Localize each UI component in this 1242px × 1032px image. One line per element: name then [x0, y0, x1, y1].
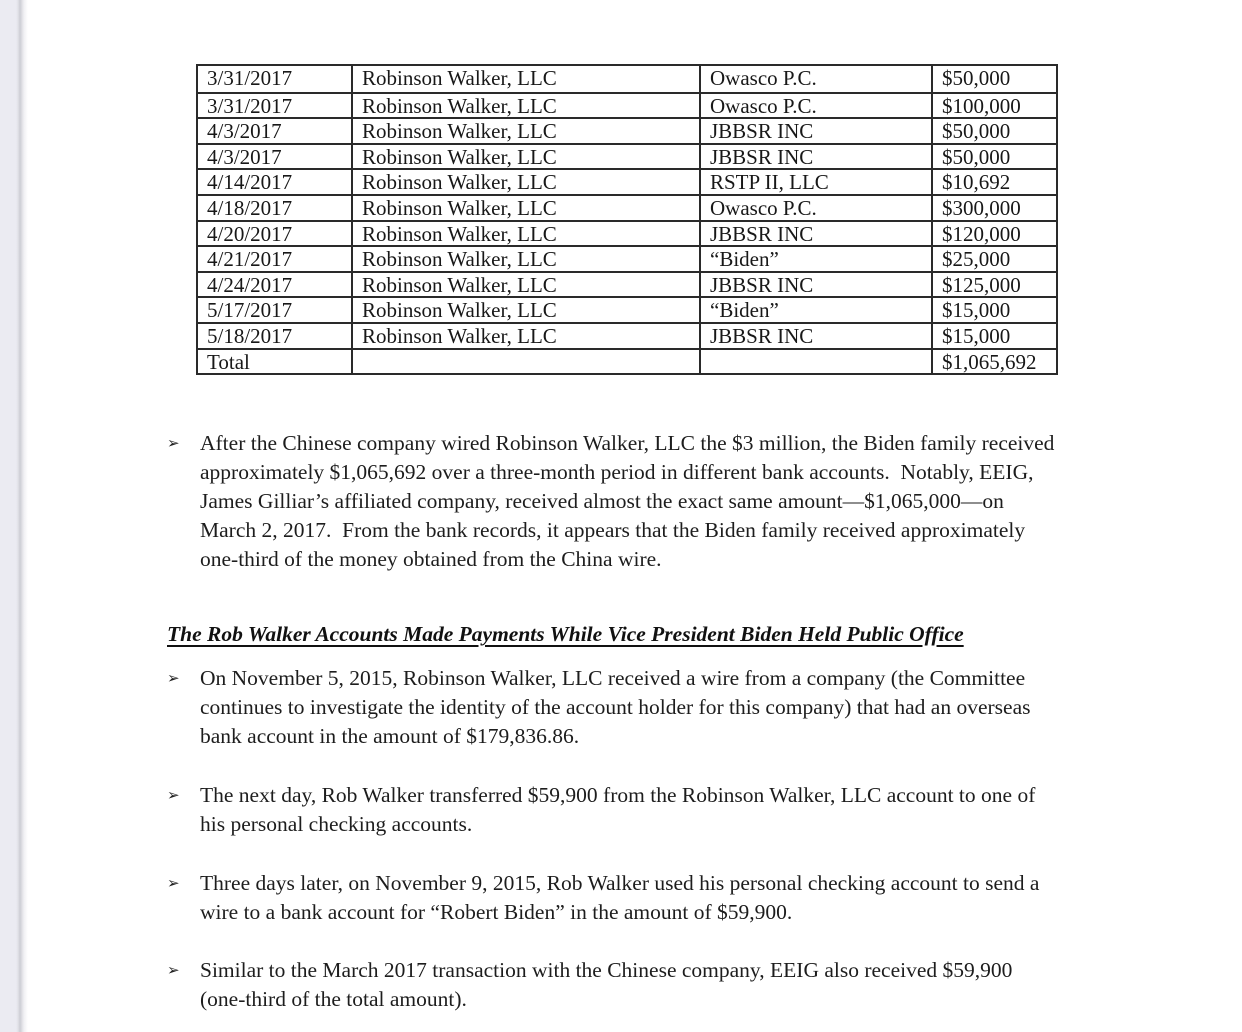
- cell-payee: “Biden”: [699, 247, 931, 271]
- table-row: [198, 194, 1056, 220]
- cell-empty: [351, 350, 699, 374]
- table-row: [198, 296, 1056, 322]
- table-row: [198, 271, 1056, 297]
- cell-payer: Robinson Walker, LLC: [351, 247, 699, 271]
- cell-date: 4/3/2017: [207, 119, 282, 143]
- cell-amount: $300,000: [931, 196, 1056, 220]
- table-row: [198, 220, 1056, 246]
- cell-payer: Robinson Walker, LLC: [351, 170, 699, 194]
- bullet-arrow-icon: ➢: [167, 669, 180, 687]
- bullet-text: Three days later, on November 9, 2015, Rob Walker used his personal checking account to send a wire to a bank account for “Robert Biden” in the amount of $59,900.: [200, 871, 1045, 924]
- cell-payer: Robinson Walker, LLC: [351, 196, 699, 220]
- bullet-item: [167, 429, 1084, 574]
- bullet-item: [167, 781, 1084, 839]
- table-row: [198, 143, 1056, 169]
- cell-date: 4/18/2017: [207, 195, 293, 220]
- bullet-arrow-icon: ➢: [167, 874, 180, 892]
- cell-amount: $25,000: [931, 247, 1056, 271]
- cell-payer: Robinson Walker, LLC: [351, 222, 699, 246]
- cell-date: 3/31/2017: [207, 66, 293, 90]
- bullet-text: The next day, Rob Walker transferred $59,900 from the Robinson Walker, LLC account to one of his personal checking accounts.: [200, 783, 1041, 836]
- table-row: [198, 168, 1056, 194]
- cell-date: 4/24/2017: [207, 272, 293, 297]
- page-edge-shadow: [0, 0, 28, 1032]
- bullet-arrow-icon: ➢: [167, 434, 180, 452]
- bullet-text: Similar to the March 2017 transaction with the Chinese company, EEIG also received $59,900 (one-third of the total amount).: [200, 958, 1018, 1011]
- bullet-item: [167, 956, 1084, 1014]
- bullet-text: On November 5, 2015, Robinson Walker, LLC received a wire from a company (the Committee continues to investigate the identity of the account holder for this company) that had an overseas bank account in the amount of $179,836.86.: [200, 666, 1036, 748]
- cell-date: 5/18/2017: [207, 323, 293, 348]
- payments-table: [196, 64, 1058, 375]
- cell-amount: $50,000: [931, 145, 1056, 169]
- cell-payer: Robinson Walker, LLC: [351, 324, 699, 348]
- bullet-arrow-icon: ➢: [167, 961, 180, 979]
- cell-payer: Robinson Walker, LLC: [351, 66, 699, 92]
- bullet-text: After the Chinese company wired Robinson Walker, LLC the $3 million, the Biden family received approximately $1,065,692 over a three-month period in different bank accounts. Notably, EEIG, James Gilliar’s affiliated company, received almost the exact same amount—$1,065,000—on March 2, 2017. From the bank records, it appears that the Biden family received approximately one-third of the money obtained from the China wire.: [200, 431, 1060, 571]
- cell-empty: [699, 350, 931, 374]
- cell-amount: $10,692: [931, 170, 1056, 194]
- table-row: [198, 92, 1056, 118]
- cell-payee: Owasco P.C.: [699, 196, 931, 220]
- cell-amount: $120,000: [931, 222, 1056, 246]
- cell-date: 4/14/2017: [207, 170, 293, 194]
- cell-payer: Robinson Walker, LLC: [351, 145, 699, 169]
- table-row: [198, 117, 1056, 143]
- bullet-item: [167, 869, 1084, 927]
- cell-payee: JBBSR INC: [699, 324, 931, 348]
- cell-date: 4/21/2017: [207, 247, 293, 271]
- cell-payer: Robinson Walker, LLC: [351, 273, 699, 297]
- cell-amount: $125,000: [931, 273, 1056, 297]
- cell-payee: JBBSR INC: [699, 222, 931, 246]
- bullet-item: [167, 664, 1084, 751]
- table-row: [198, 245, 1056, 271]
- cell-date: 5/17/2017: [207, 298, 293, 322]
- cell-amount: $15,000: [931, 298, 1056, 322]
- cell-payee: “Biden”: [699, 298, 931, 322]
- bullet-arrow-icon: ➢: [167, 786, 180, 804]
- cell-payer: Robinson Walker, LLC: [351, 119, 699, 143]
- table-row: [198, 66, 1056, 92]
- cell-total-label: Total: [207, 349, 250, 374]
- cell-payee: Owasco P.C.: [699, 66, 931, 92]
- cell-date: 4/3/2017: [207, 144, 282, 169]
- cell-payee: JBBSR INC: [699, 119, 931, 143]
- cell-payee: RSTP II, LLC: [699, 170, 931, 194]
- cell-amount: $50,000: [931, 66, 1056, 92]
- section-heading: The Rob Walker Accounts Made Payments While Vice President Biden Held Public Office: [167, 622, 964, 646]
- cell-date: 3/31/2017: [207, 93, 293, 118]
- cell-total-amount: $1,065,692: [931, 350, 1056, 374]
- cell-amount: $15,000: [931, 324, 1056, 348]
- cell-amount: $50,000: [931, 119, 1056, 143]
- cell-payee: JBBSR INC: [699, 273, 931, 297]
- cell-payee: Owasco P.C.: [699, 94, 931, 118]
- table-total-row: [198, 348, 1056, 374]
- cell-payer: Robinson Walker, LLC: [351, 298, 699, 322]
- cell-payee: JBBSR INC: [699, 145, 931, 169]
- cell-payer: Robinson Walker, LLC: [351, 94, 699, 118]
- table-row: [198, 322, 1056, 348]
- cell-date: 4/20/2017: [207, 221, 293, 246]
- cell-amount: $100,000: [931, 94, 1056, 118]
